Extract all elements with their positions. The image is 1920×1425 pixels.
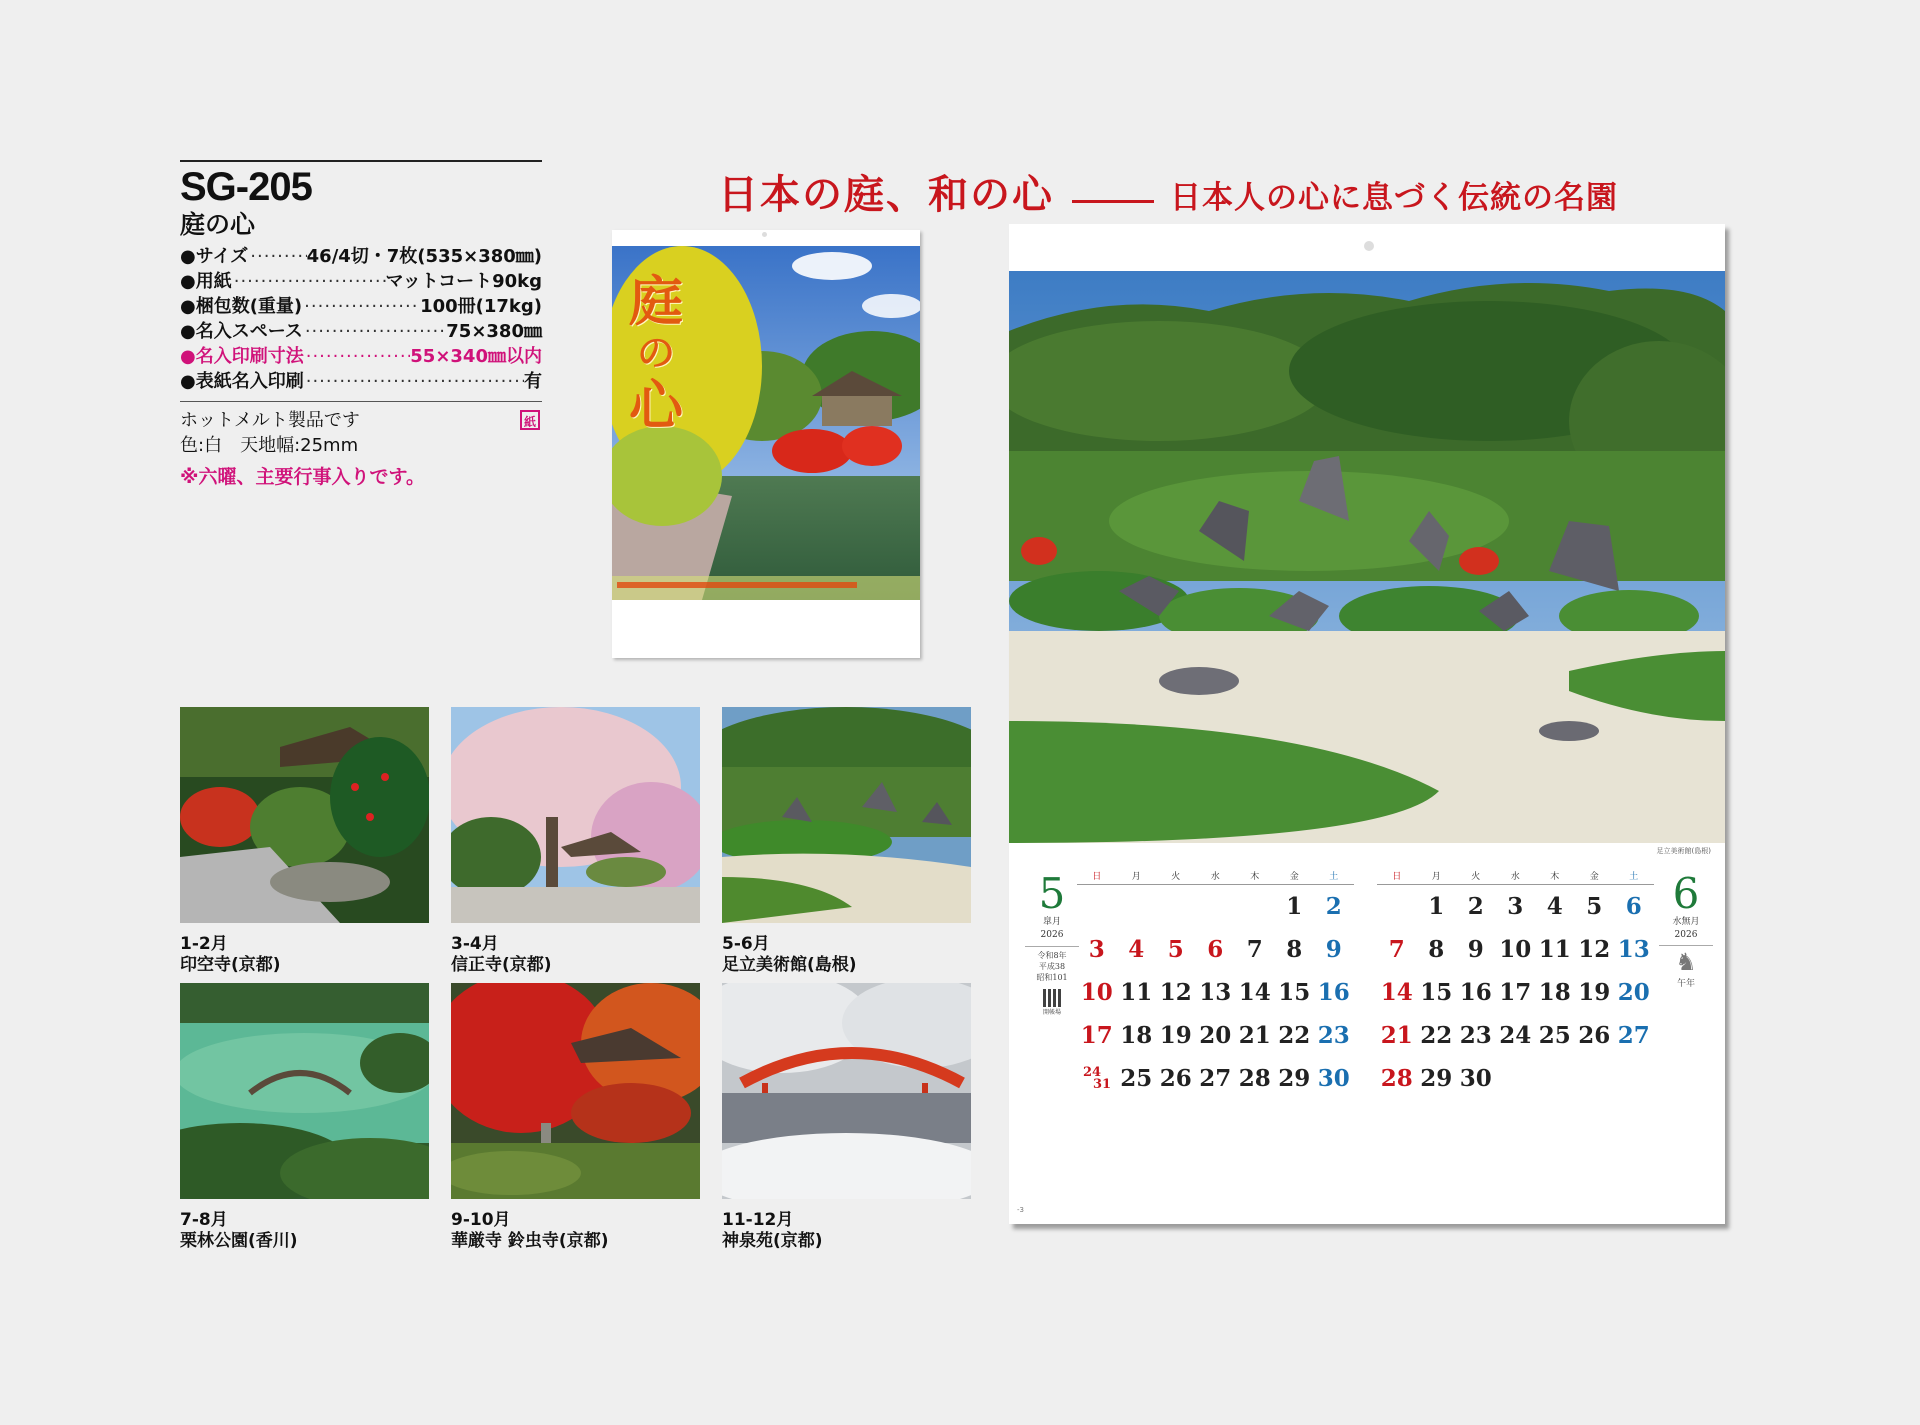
calendar-day: 12 (1578, 936, 1611, 963)
calendar-day: 29 (1278, 1065, 1311, 1092)
thumb-months: 1-2月 (180, 934, 228, 954)
calendar-day (1496, 1057, 1536, 1100)
calendar-day: 13 (1617, 936, 1650, 963)
calendar-week-row (1377, 885, 1654, 928)
calendar-day: 17 (1080, 1022, 1113, 1049)
calendar-day: 18 (1538, 979, 1571, 1006)
page-number: -3 (1017, 1206, 1024, 1214)
thumb-jan-feb (180, 707, 429, 976)
calendar-day: 6 (1625, 893, 1642, 920)
calendar-day: 27 (1199, 1065, 1232, 1092)
calendar-day: 12 (1159, 979, 1192, 1006)
calendar-page (1009, 224, 1725, 1224)
thumb-place: 印空寺(京都) (180, 955, 281, 975)
calendar-day (1377, 885, 1417, 928)
calendar-week-row (1077, 971, 1354, 1014)
thumb-place: 信正寺(京都) (451, 955, 552, 975)
calendar-grid-june (1377, 869, 1654, 1100)
calendar-day: 20 (1199, 1022, 1232, 1049)
product-spec (180, 160, 542, 490)
spec-divider (180, 401, 542, 402)
calendar-day: 7 (1246, 936, 1263, 963)
calendar-day: 6 (1207, 936, 1224, 963)
calendar-day: 24 (1499, 1022, 1532, 1049)
hanging-hole (762, 232, 767, 237)
dow-header: 日 月 火 水 木 金 土 (1392, 872, 1639, 882)
calendar-day: 9 (1325, 936, 1342, 963)
dow-header: 日 月 火 水 木 金 土 (1092, 872, 1339, 882)
calendar-day: 14 (1238, 979, 1271, 1006)
calendar-day (1117, 885, 1157, 928)
calendar-day: 15 (1278, 979, 1311, 1006)
calendar-day: 25 (1120, 1065, 1153, 1092)
calendar-day: 21 (1380, 1022, 1413, 1049)
spec-paper: ●用紙 ····· マットコート90kg (180, 269, 542, 294)
thumb-months: 5-6月 (722, 934, 770, 954)
calendar-day: 19 (1159, 1022, 1192, 1049)
spec-packing: ●梱包数(重量) ····· 100冊(17kg) (180, 294, 542, 319)
product-code: SG-205 (180, 165, 312, 209)
thumb-sep-oct (451, 983, 700, 1252)
calendar-day: 4 (1546, 893, 1563, 920)
thumb-place: 足立美術館(島根) (722, 955, 857, 975)
calendar-day: 23 (1459, 1022, 1492, 1049)
thumb-months: 11-12月 (722, 1210, 794, 1230)
calendar-day: 26 (1159, 1065, 1192, 1092)
main-photo (1009, 271, 1725, 843)
cover-image (612, 230, 920, 658)
month-tab-may: 5 皐月 2026 令和8年 平成38 昭和101 開帳場 (1025, 872, 1079, 1016)
calendar-day: 16 (1317, 979, 1350, 1006)
headline-main: 日本の庭、和の心 (718, 171, 1054, 218)
calendar-day: 9 (1467, 936, 1484, 963)
remark-text: ※六曜、主要行事入りです。 (180, 466, 425, 488)
calendar-day: 2 (1325, 893, 1342, 920)
calendar-day: 30 (1459, 1065, 1492, 1092)
thumb-photo (180, 707, 429, 923)
calendar-week-row (1077, 1014, 1354, 1057)
calendar-day: 3 (1507, 893, 1524, 920)
calendar-day: 2 (1467, 893, 1484, 920)
calendar-week-row (1077, 1057, 1354, 1100)
spec-cover-print: ●表紙名入印刷 ····· 有 (180, 369, 542, 394)
calendar-day (1575, 1057, 1615, 1100)
calendar-day: 20 (1617, 979, 1650, 1006)
hanging-hole (1364, 241, 1374, 251)
cover-title: 庭 の 心 (629, 269, 683, 437)
era-years: 令和8年 平成38 昭和101 (1025, 946, 1079, 983)
calendar-week-row (1377, 1057, 1654, 1100)
calendar-day: 29 (1420, 1065, 1453, 1092)
photo-credit: 足立美術館(島根) (1656, 847, 1711, 855)
spec-size: ●サイズ ····· 46/4切・7枚(535×380㎜) (180, 244, 542, 269)
calendar-day: 3 (1088, 936, 1105, 963)
calendar-week-row (1077, 885, 1354, 928)
calendar-day: 18 (1120, 1022, 1153, 1049)
binding-note: ホットメルト製品です 色:白 天地幅:25mm 紙 (180, 408, 542, 458)
calendar-day: 8 (1428, 936, 1445, 963)
calendar-week-row (1377, 928, 1654, 971)
calendar-day: 28 (1238, 1065, 1271, 1092)
thumb-photo (180, 983, 429, 1199)
calendar-day: 14 (1380, 979, 1413, 1006)
calendar-day: 8 (1286, 936, 1303, 963)
product-name: 庭の心 (180, 210, 256, 239)
calendar-day: 17 (1499, 979, 1532, 1006)
calendar-day (1196, 885, 1236, 928)
thumb-place: 栗林公園(香川) (180, 1231, 298, 1251)
spec-name-space: ●名入スペース ····· 75×380㎜ (180, 319, 542, 344)
calendar-day: 11 (1538, 936, 1571, 963)
calendar-day (1535, 1057, 1575, 1100)
calendar-day (1156, 885, 1196, 928)
calendar-day: 16 (1459, 979, 1492, 1006)
spec-list (180, 244, 542, 394)
calendar-week-row (1377, 1014, 1654, 1057)
thumb-photo (722, 707, 971, 923)
qr-code-icon (1043, 989, 1061, 1007)
thumb-nov-dec (722, 983, 971, 1252)
calendar-day: 5 (1167, 936, 1184, 963)
calendar-day: 21 (1238, 1022, 1271, 1049)
month-tab-june: 6 水無月 2026 ♞ 午年 (1659, 872, 1713, 989)
calendar-day: 24 31 (1083, 1064, 1112, 1092)
headline (718, 163, 1618, 220)
thumb-months: 3-4月 (451, 934, 499, 954)
calendar-day: 10 (1499, 936, 1532, 963)
calendar-day: 1 (1428, 893, 1445, 920)
paper-badge-icon: 紙 (520, 410, 540, 430)
calendar-day (1614, 1057, 1654, 1100)
thumb-mar-apr (451, 707, 700, 976)
calendar-day: 25 (1538, 1022, 1571, 1049)
thumb-jul-aug (180, 983, 429, 1252)
calendar-day: 28 (1380, 1065, 1413, 1092)
calendar-day: 1 (1286, 893, 1303, 920)
calendar-day: 27 (1617, 1022, 1650, 1049)
spec-rule (180, 160, 542, 162)
calendar-week-row (1077, 928, 1354, 971)
calendar-day: 15 (1420, 979, 1453, 1006)
calendar-day: 22 (1420, 1022, 1453, 1049)
thumb-photo (451, 707, 700, 923)
headline-dash (1072, 200, 1154, 203)
horse-icon: ♞ (1675, 948, 1697, 976)
headline-sub: 日本人の心に息づく伝統の名園 (1170, 180, 1618, 216)
calendar-day: 26 (1578, 1022, 1611, 1049)
calendar-day: 5 (1586, 893, 1603, 920)
thumb-may-jun (722, 707, 971, 976)
calendar-day: 11 (1120, 979, 1153, 1006)
thumb-place: 華厳寺 鈴虫寺(京都) (451, 1231, 609, 1251)
calendar-day: 13 (1199, 979, 1232, 1006)
calendar-day (1235, 885, 1275, 928)
thumb-photo (722, 983, 971, 1199)
calendar-day: 4 (1128, 936, 1145, 963)
month-number: 5 (1038, 869, 1066, 918)
month-number: 6 (1672, 869, 1700, 918)
calendar-day: 10 (1080, 979, 1113, 1006)
spec-print-size: ●名入印刷寸法 ····· 55×340㎜以内 (180, 344, 542, 369)
thumb-months: 9-10月 (451, 1210, 511, 1230)
thumb-place: 神泉苑(京都) (722, 1231, 823, 1251)
calendar-day: 22 (1278, 1022, 1311, 1049)
calendar-day: 19 (1578, 979, 1611, 1006)
calendar-day: 30 (1317, 1065, 1350, 1092)
calendar-week-row (1377, 971, 1654, 1014)
calendar-day: 23 (1317, 1022, 1350, 1049)
calendar-day: 7 (1388, 936, 1405, 963)
calendar-grid-may (1077, 869, 1354, 1100)
calendar-day (1077, 885, 1117, 928)
thumb-photo (451, 983, 700, 1199)
thumb-months: 7-8月 (180, 1210, 228, 1230)
